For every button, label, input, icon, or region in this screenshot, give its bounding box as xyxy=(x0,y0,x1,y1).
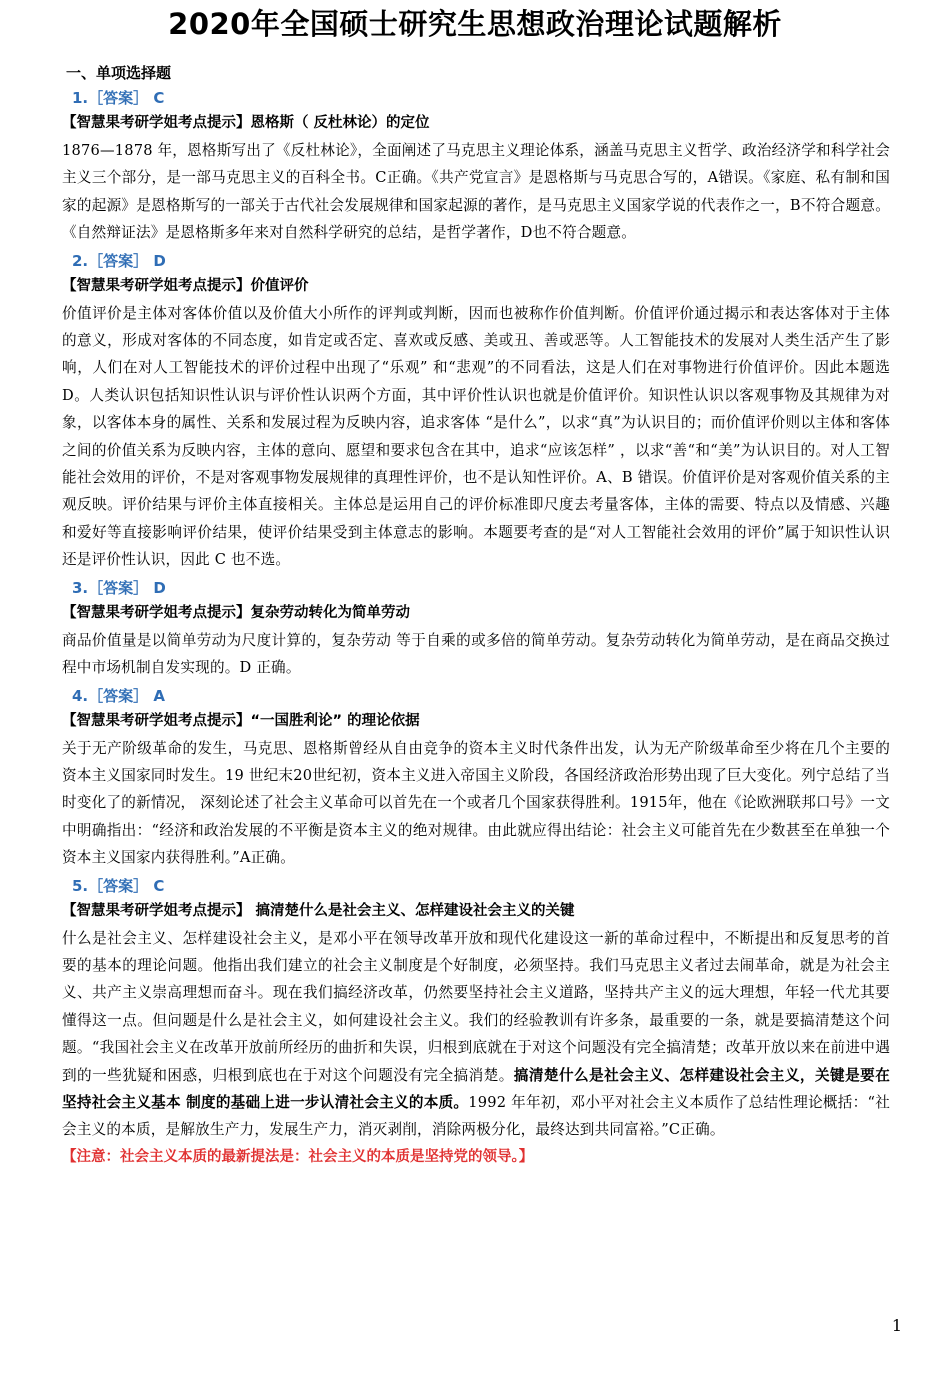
question-3 xyxy=(62,576,890,682)
explanation-text-continued: 1992 年年初，邓小平对社会主义本质作了总结性理论概括：“社会主义的本质，是解放生产力，发展生产力，消灭剥削，消除两极分化，最终达到共同富裕。”C正确。 xyxy=(62,1093,890,1139)
question-1 xyxy=(62,86,890,247)
explanation-paragraph: 价值评价是主体对客体价值以及价值大小所作的评判或判断，因而也被称作价值判断。价值评价通过揭示和表达客体对于主体的意义，形成对客体的不同态度，如肯定或否定、喜欢或反感、美或丑、善或恶等。人工智能技术的发展对人类生活产生了影响，人们在对人工智能技术的评价过程中出现了“乐观” 和“悲观”的不同看法，这是人们在对事物进行价值评价。因此本题选 D。人类认识包括知识性认识与评价性认识两个方面，其中评价性认识也就是价值评价。知识性认识以客观事物及其规律为对象，以客体本身的属性、关系和发展过程为反映内容，追求客体 “是什么”，以求“真”为认识目的；而价值评价则以主体和客体之间的价值关系为反映内容，主体的意向、愿望和要求包含在其中，追求“应该怎样” ，以求“善“和“美”为认识目的。对人工智能社会效用的评价，不是对客观事物发展规律的真理性评价，也不是认知性评价。A、B 错误。价值评价是对客观价值关系的主观反映。评价结果与评价主体直接相关。主体总是运用自己的评价标准即尺度去考量客体，主体的需要、特点以及情感、兴趣和爱好等直接影响评价结果，使评价结果受到主体意志的影响。本题要考查的是“对人工智能社会效用的评价”属于知识性认识还是评价性认识，因此 C 也不选。 xyxy=(62,304,890,569)
answer-label: 2.［答案］ D xyxy=(72,251,166,270)
answer-label: 3.［答案］ D xyxy=(72,578,166,597)
section-heading: 一、单项选择题 xyxy=(66,64,172,82)
hint-heading: 【智慧果考研学姐考点提示】价值评价 xyxy=(62,277,309,294)
answer-label: 1.［答案］ C xyxy=(72,89,165,107)
explanation-text: 什么是社会主义、怎样建设社会主义，是邓小平在领导改革开放和现代化建设这一新的革命过程中，不断提出和反复思考的首要的基本的理论问题。他指出我们建立的社会主义制度是个好制度，必须坚持。我们马克思主义者过去闹革命，就是为社会主义、共产主义崇高理想而奋斗。现在我们搞经济改革，仍然要坚持社会主义道路，坚持共产主义的远大理想，年轻一代尤其要懂得这一点。但问题是什么是社会主义，如何建设社会主义。我们的经验教训有许多条，最重要的一条，就是要搞清楚这个问题。“我国社会主义在改革开放前所经历的曲折和失误，归根到底就在于对这个问题没有完全搞清楚；改革开放以来在前进中遇到的一些犹疑和困惑，归根到底也在于对这个问题没有完全搞消楚。 xyxy=(62,929,890,1084)
question-4 xyxy=(62,684,890,872)
explanation-paragraph: 1876—1878 年，恩格斯写出了《反杜林论》，全面阐述了马克思主义理论体系，涵盖马克思主义哲学、政治经济学和科学社会主义三个部分，是一部马克思主义的百科全书。C正确。《共产党宣言》是恩格斯与马克思合写的，A错误。《家庭、私有制和国家的起源》是恩格斯写的一部关于古代社会发展规律和国家起源的著作，是马克思主义国家学说的代表作之一，B不符合题意。《自然辩证法》是恩格斯多年来对自然科学研究的总结，是哲学著作，D也不符合题意。 xyxy=(62,142,890,242)
content-area xyxy=(62,62,890,1170)
page-number: 1 xyxy=(891,1316,902,1335)
emphasized-text: 搞清楚什么是社会主义、怎样建设社会主义，关键是要在坚持社会主义基本 制度的基础上进一步认清社会主义的本质。 xyxy=(62,1066,890,1111)
explanation-paragraph: 关于无产阶级革命的发生，马克思、恩格斯曾经从自由竞争的资本主义时代条件出发，认为无产阶级革命至少将在几个主要的资本主义国家同时发生。19 世纪末20世纪初，资本主义进入帝国主义阶段，各国经济政治形势出现了巨大变化。列宁总结了当时变化了的新情况， 深刻论述了社会主义革命可以首先在一个或者几个国家获得胜利。1915年，他在《论欧洲联邦口号》一文中明确指出：“经济和政治发展的不平衡是资本主义的绝对规律。由此就应得出结论：社会主义可能首先在少数甚至在单独一个资本主义国家内获得胜利。”A正确。 xyxy=(62,739,890,867)
hint-heading: 【智慧果考研学姐考点提示】“一国胜利论” 的理论依据 xyxy=(62,712,420,729)
hint-heading: 【智慧果考研学姐考点提示】恩格斯（ 反杜林论）的定位 xyxy=(62,115,430,131)
answer-label: 4.［答案］ A xyxy=(72,686,165,705)
question-2 xyxy=(62,249,890,574)
document-title: 2020年全国硕士研究生思想政治理论试题解析 xyxy=(168,7,782,41)
answer-label: 5.［答案］ C xyxy=(72,876,165,895)
hint-heading: 【智慧果考研学姐考点提示】 搞清楚什么是社会主义、怎样建设社会主义的关键 xyxy=(62,902,575,919)
explanation-paragraph xyxy=(62,925,890,1144)
hint-heading: 【智慧果考研学姐考点提示】复杂劳动转化为简单劳动 xyxy=(62,604,410,621)
question-5 xyxy=(62,874,890,1170)
note-callout: 【注意：社会主义本质的最新提法是：社会主义的本质是坚持党的领导。】 xyxy=(62,1148,534,1165)
explanation-paragraph: 商品价值量是以简单劳动为尺度计算的，复杂劳动 等于自乘的或多倍的简单劳动。复杂劳动转化为简单劳动，是在商品交换过程中市场机制自发实现的。D 正确。 xyxy=(62,631,891,677)
